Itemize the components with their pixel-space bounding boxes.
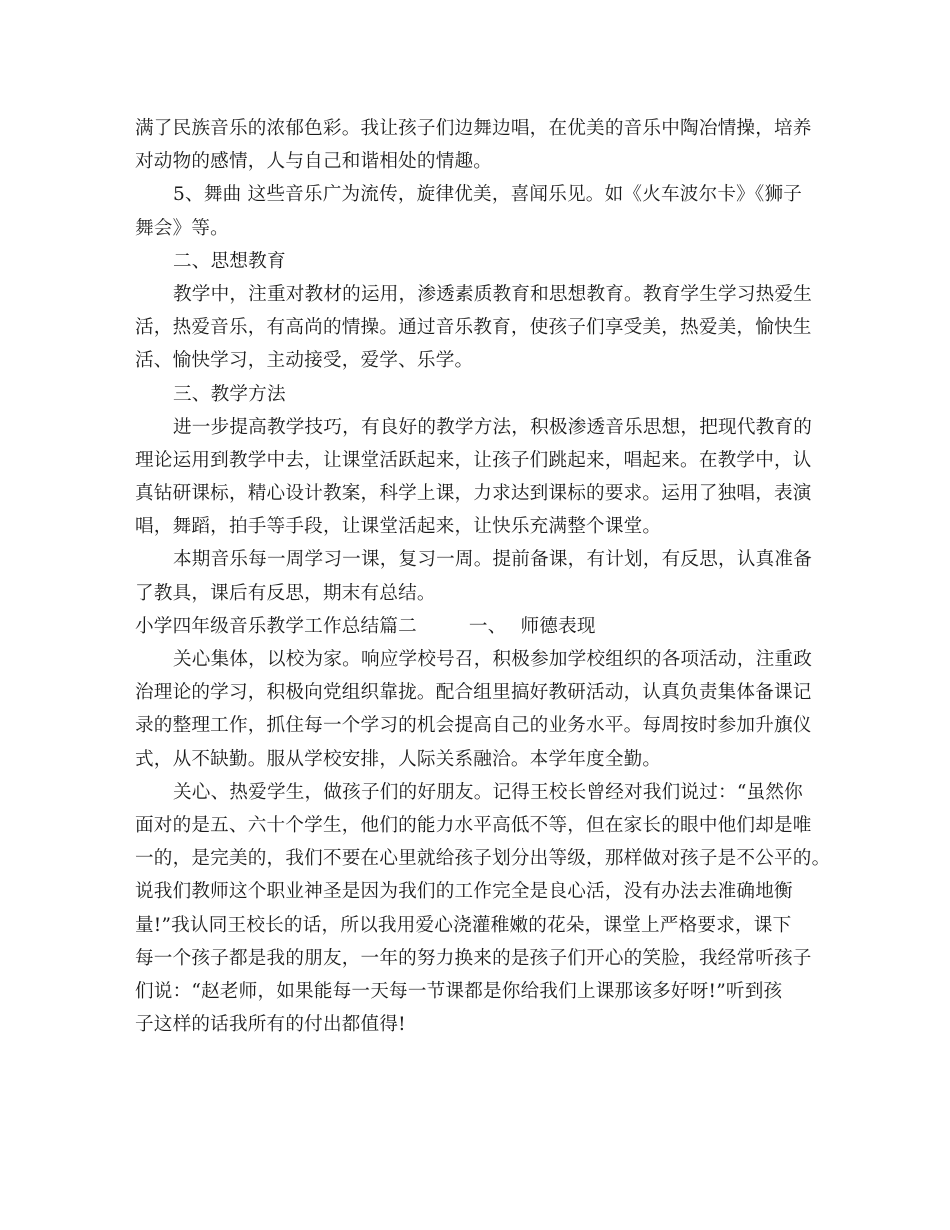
text-line: 进一步提高教学技巧，有良好的教学方法，积极渗透音乐思想，把现代教育的 bbox=[173, 416, 812, 438]
text-line: 录的整理工作，抓住每一个学习的机会提高自己的业务水平。每周按时参加升旗仪 bbox=[135, 715, 812, 737]
text-line: 面对的是五、六十个学生，他们的能力水平高低不等，但在家长的眼中他们却是唯 bbox=[135, 814, 812, 836]
text-line: 关心集体，以校为家。响应学校号召，积极参加学校组织的各项活动，注重政 bbox=[173, 649, 812, 670]
text-line: 5、舞曲 这些音乐广为流传，旋律优美，喜闻乐见。如《火车波尔卡》《狮子 bbox=[173, 184, 803, 206]
section-heading: 二、思想教育 bbox=[173, 250, 286, 272]
text-line: 子这样的话我所有的付出都值得! bbox=[135, 1014, 406, 1036]
section-heading: 三、教学方法 bbox=[173, 383, 286, 405]
text-line: 活，热爱音乐，有高尚的情操。通过音乐教育，使孩子们享受美，热爱美，愉快生 bbox=[135, 317, 812, 339]
article-title: 小学四年级音乐教学工作总结篇二 bbox=[135, 615, 417, 637]
text-line: 理论运用到教学中去，让课堂活跃起来，让孩子们跳起来，唱起来。在教学中，认 bbox=[135, 449, 812, 471]
text-line: 了教具，课后有反思，期末有总结。 bbox=[135, 582, 436, 604]
document-body bbox=[135, 112, 831, 1041]
section-heading: 师德表现 bbox=[520, 615, 596, 637]
text-line: 教学中，注重对教材的运用，渗透素质教育和思想教育。教育学生学习热爱生 bbox=[173, 283, 812, 305]
text-line: 一的，是完美的，我们不要在心里就给孩子划分出等级，那样做对孩子是不公平的。 bbox=[135, 848, 831, 870]
text-line: 满了民族音乐的浓郁色彩。我让孩子们边舞边唱，在优美的音乐中陶冶情操，培养 bbox=[135, 118, 812, 139]
text-line: 量!”我认同王校长的话，所以我用爱心浇灌稚嫩的花朵，课堂上严格要求，课下 bbox=[135, 914, 792, 936]
text-line: 关心、热爱学生，做孩子们的好朋友。记得王校长曾经对我们说过：“虽然你 bbox=[173, 781, 803, 803]
text-line: 说我们教师这个职业神圣是因为我们的工作完全是良心活，没有办法去准确地衡 bbox=[135, 881, 793, 903]
text-line: 式，从不缺勤。服从学校安排，人际关系融洽。本学年度全勤。 bbox=[135, 748, 662, 770]
text-line: 每一个孩子都是我的朋友，一年的努力换来的是孩子们开心的笑脸，我经常听孩子 bbox=[135, 947, 812, 969]
text-line: 活、愉快学习，主动接受，爱学、乐学。 bbox=[135, 350, 474, 372]
text-line: 舞会》等。 bbox=[135, 217, 229, 239]
text-line: 唱，舞蹈，拍手等手段，让课堂活起来，让快乐充满整个课堂。 bbox=[135, 516, 662, 538]
text-line: 真钻研课标，精心设计教案，科学上课，力求达到课标的要求。运用了独唱，表演 bbox=[135, 483, 812, 505]
text-line: 对动物的感情，人与自己和谐相处的情趣。 bbox=[135, 151, 493, 173]
text-line: 们说：“赵老师，如果能每一天每一节课都是你给我们上课那该多好呀!”听到孩 bbox=[135, 980, 783, 1002]
article-title-line bbox=[135, 610, 825, 643]
text-line: 本期音乐每一周学习一课，复习一周。提前备课，有计划，有反思，认真准备 bbox=[173, 549, 812, 571]
section-number: 一、 bbox=[468, 615, 507, 637]
text-line: 治理论的学习，积极向党组织靠拢。配合组里搞好教研活动，认真负责集体备课记 bbox=[135, 682, 812, 704]
